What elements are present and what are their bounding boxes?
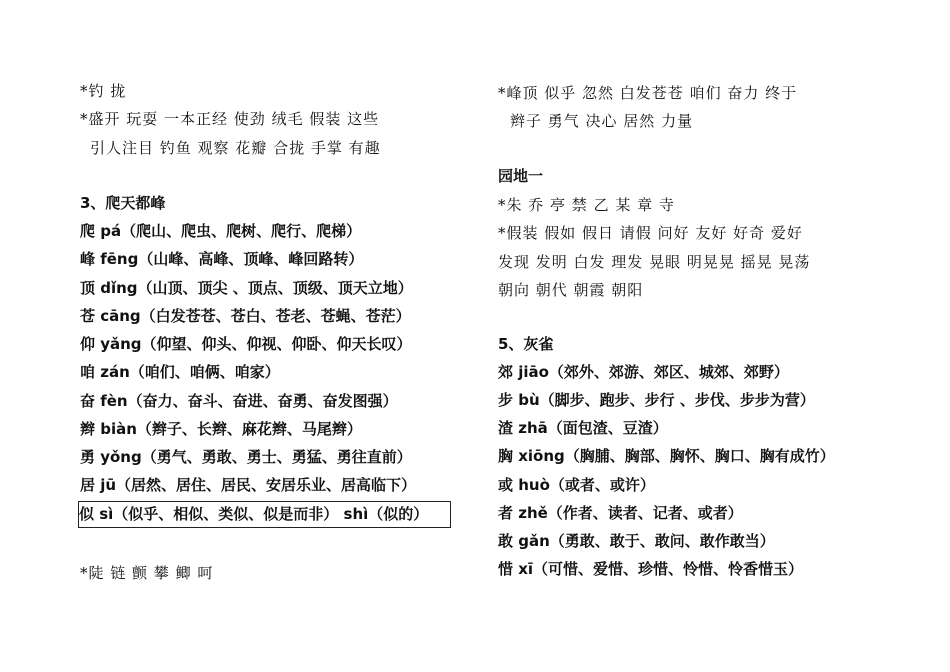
vocab-entry: 顶 dǐng（山顶、顶尖 、顶点、顶级、顶天立地）	[80, 279, 413, 297]
vocab-entry: 仰 yǎng（仰望、仰头、仰视、仰卧、仰天长叹）	[80, 335, 412, 353]
text-line: *假装 假如 假日 请假 问好 友好 好奇 爱好	[498, 224, 803, 242]
vocab-entry: 苍 cāng（白发苍苍、苍白、苍老、苍蝇、苍茫）	[80, 307, 411, 325]
section-heading: 3、爬天都峰	[80, 194, 166, 212]
vocab-entry: 步 bù（脚步、跑步、步行 、步伐、步步为营）	[498, 391, 815, 409]
text-line: *陡 链 颤 攀 鲫 呵	[80, 564, 214, 582]
vocab-entry: 渣 zhā（面包渣、豆渣）	[498, 419, 668, 437]
text-line: 发现 发明 白发 理发 晃眼 明晃晃 摇晃 晃荡	[498, 253, 811, 271]
vocab-entry: 者 zhě（作者、读者、记者、或者）	[498, 504, 743, 522]
vocab-entry: 或 huò（或者、或许）	[498, 476, 655, 494]
vocab-entry: 胸 xiōng（胸脯、胸部、胸怀、胸口、胸有成竹）	[498, 447, 835, 465]
vocab-entry: 峰 fēng（山峰、高峰、顶峰、峰回路转）	[80, 250, 364, 268]
text-line: 朝向 朝代 朝霞 朝阳	[498, 281, 644, 299]
vocab-entry: 奋 fèn（奋力、奋斗、奋进、奋勇、奋发图强）	[80, 392, 398, 410]
vocab-entry: 惜 xī（可惜、爱惜、珍惜、怜惜、怜香惜玉）	[498, 560, 804, 578]
text-line: *钓 拢	[80, 82, 127, 100]
text-line: *朱 乔 亭 禁 乙 某 章 寺	[498, 196, 675, 214]
vocab-entry: 郊 jiāo（郊外、郊游、郊区、城郊、郊野）	[498, 363, 789, 381]
text-line: *峰顶 似乎 忽然 白发苍苍 咱们 奋力 终于	[498, 84, 798, 102]
text-line: 引人注目 钓鱼 观察 花瓣 合拢 手掌 有趣	[90, 139, 381, 157]
section-heading: 5、灰雀	[498, 335, 554, 353]
vocab-entry: 居 jū（居然、居住、居民、安居乐业、居高临下）	[80, 476, 417, 494]
vocab-entry: 爬 pá（爬山、爬虫、爬树、爬行、爬梯）	[80, 222, 362, 240]
vocab-entry: 辫 biàn（辫子、长辫、麻花辫、马尾辫）	[80, 420, 362, 438]
section-heading: 园地一	[498, 167, 544, 185]
boxed-vocab-entry: 似 sì（似乎、相似、类似、似是而非） shì（似的）	[78, 501, 451, 528]
vocab-entry: 敢 gǎn（勇敢、敢于、敢问、敢作敢当）	[498, 532, 775, 550]
text-line: *盛开 玩耍 一本正经 使劲 绒毛 假装 这些	[80, 110, 380, 128]
vocab-entry: 勇 yǒng（勇气、勇敢、勇士、勇猛、勇往直前）	[80, 448, 412, 466]
text-line: 辫子 勇气 决心 居然 力量	[510, 112, 694, 130]
vocab-entry: 咱 zán（咱们、咱俩、咱家）	[80, 363, 280, 381]
